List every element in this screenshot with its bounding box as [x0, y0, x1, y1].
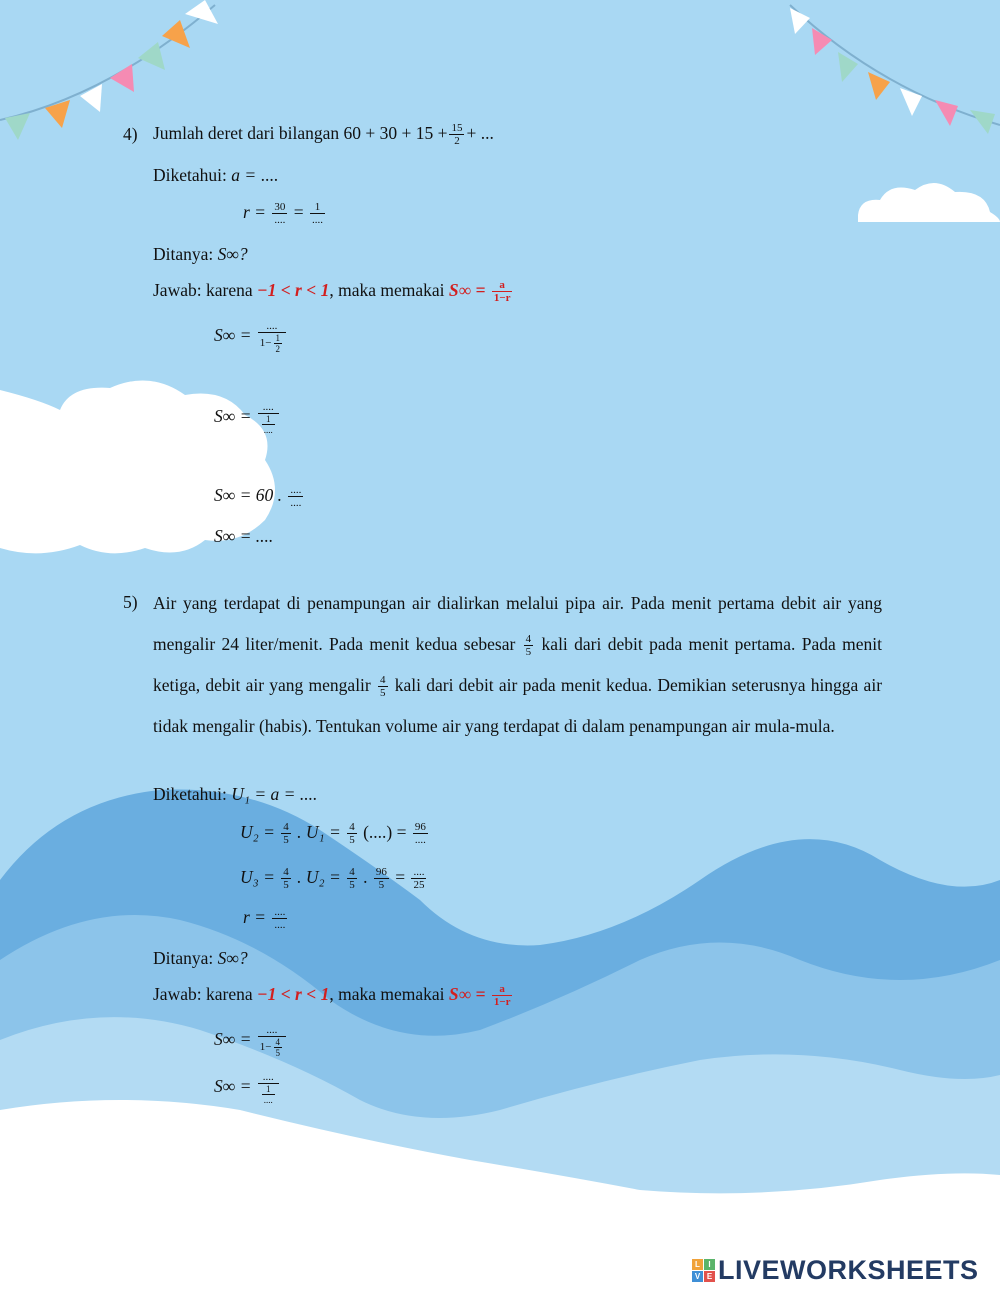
- q4-step-1: S∞ = .... 1− $\frac{1}{2}$: [214, 320, 288, 354]
- q4-formula-lhs: S∞ =: [448, 280, 486, 300]
- question-5-text: Air yang terdapat di penampungan air dialirkan melalui pipa air. Pada menit pertama debit air yang mengalir 24 liter/menit. Pada menit kedua sebesar $\frac{4}{5}$ kali dari debit pada menit pertama. Pada menit ketiga, debit air yang mengalir $\frac{4}{5}$ kali dari debit air pada menit kedua. Demikian seterusnya hingga air tidak mengalir (habis). Tentukan volume air yang terdapat di dalam penampungan air mula-mula.: [153, 593, 883, 736]
- logo-mark-icon: L I V E: [692, 1259, 715, 1282]
- q4-answer: Jawab: karena −1 < r < 1, maka memakai S∞ = $\frac{a}{1-r}$: [153, 279, 511, 305]
- q4-series-fraction: $\frac{15}{2}$: [451, 122, 463, 148]
- q4-step2-fraction[interactable]: $\frac{....}{\frac{1}{....}}$: [258, 401, 279, 435]
- q5-step2-fraction[interactable]: $\frac{....}{\frac{1}{....}}$: [258, 1071, 279, 1105]
- q4-step-2: S∞ = $\frac{....}{\frac{1}{....}}$: [214, 401, 281, 435]
- question-4-number: 4): [123, 124, 138, 144]
- q5-step-1: S∞ = .... 1− $\frac{4}{5}$: [214, 1024, 288, 1058]
- question-5-number: 5): [123, 592, 138, 612]
- q4-series-end: + ...: [466, 123, 494, 143]
- q4-r-fraction-1[interactable]: $\frac{30}{....}$: [274, 201, 286, 227]
- q4-asked: Ditanya: S∞?: [153, 244, 248, 264]
- q5-step1-fraction[interactable]: .... 1− $\frac{4}{5}$: [258, 1024, 286, 1058]
- q5-r-fraction[interactable]: $\frac{....}{....}$: [274, 906, 286, 932]
- q4-series: 60 + 30 + 15 +: [343, 123, 448, 143]
- q5-u2-blank[interactable]: (....) =: [363, 822, 407, 842]
- liveworksheets-logo[interactable]: [692, 1254, 979, 1286]
- q4-condition: −1 < r < 1: [256, 280, 330, 300]
- q5-u1-blank[interactable]: U₁ = a = ....: [231, 784, 318, 804]
- q5-r-line: r = $\frac{....}{....}$: [243, 906, 286, 932]
- q5-asked: Ditanya: S∞?: [153, 948, 248, 968]
- q4-step1-fraction[interactable]: .... 1− $\frac{1}{2}$: [258, 320, 286, 354]
- q5-known: Diketahui: U₁ = a = ....: [153, 784, 318, 804]
- q5-u2-line: U₂ = $\frac{4}{5}$ . U₁ = $\frac{4}{5}$ (....) = $\frac{96}{....}$: [240, 821, 426, 847]
- q4-a-eq: a =: [231, 165, 257, 185]
- q5-u3-line: U₃ = $\frac{4}{5}$ . U₂ = $\frac{4}{5}$ . $\frac{96}{5}$ = $\frac{....}{25}$: [240, 866, 425, 892]
- q4-step3-fraction[interactable]: $\frac{....}{....}$: [290, 484, 302, 510]
- q5-fraction-2: $\frac{4}{5}$: [380, 674, 386, 700]
- q4-a-blank[interactable]: ....: [260, 165, 279, 185]
- q4-r-fraction-2[interactable]: $\frac{1}{....}$: [312, 201, 323, 227]
- q5-answer: Jawab: karena −1 < r < 1, maka memakai S∞ = $\frac{a}{1-r}$: [153, 983, 511, 1009]
- q4-r-line: r = $\frac{30}{....}$ = $\frac{1}{....}$: [243, 201, 323, 227]
- q5-u2-result[interactable]: $\frac{96}{....}$: [414, 821, 426, 847]
- q4-step-3: S∞ = 60 . $\frac{....}{....}$: [214, 484, 302, 510]
- q5-condition: −1 < r < 1: [256, 984, 330, 1004]
- q4-known: [153, 164, 278, 186]
- logo-text: LIVEWORKSHEETS: [718, 1254, 979, 1285]
- q5-step-2: S∞ = $\frac{....}{\frac{1}{....}}$: [214, 1071, 281, 1105]
- q5-formula-lhs: S∞ =: [448, 984, 486, 1004]
- q4-intro: Jumlah deret dari bilangan: [153, 123, 344, 143]
- q5-fraction-1: $\frac{4}{5}$: [525, 633, 532, 659]
- q5-formula-fraction: $\frac{a}{1-r}$: [493, 983, 511, 1009]
- q4-formula-fraction: $\frac{a}{1-r}$: [493, 279, 511, 305]
- q5-u3-result[interactable]: $\frac{....}{25}$: [413, 866, 425, 892]
- q4-known-label: Diketahui:: [153, 165, 227, 185]
- q4-step-4[interactable]: S∞ = ....: [214, 526, 274, 546]
- question-4-text: [153, 122, 494, 147]
